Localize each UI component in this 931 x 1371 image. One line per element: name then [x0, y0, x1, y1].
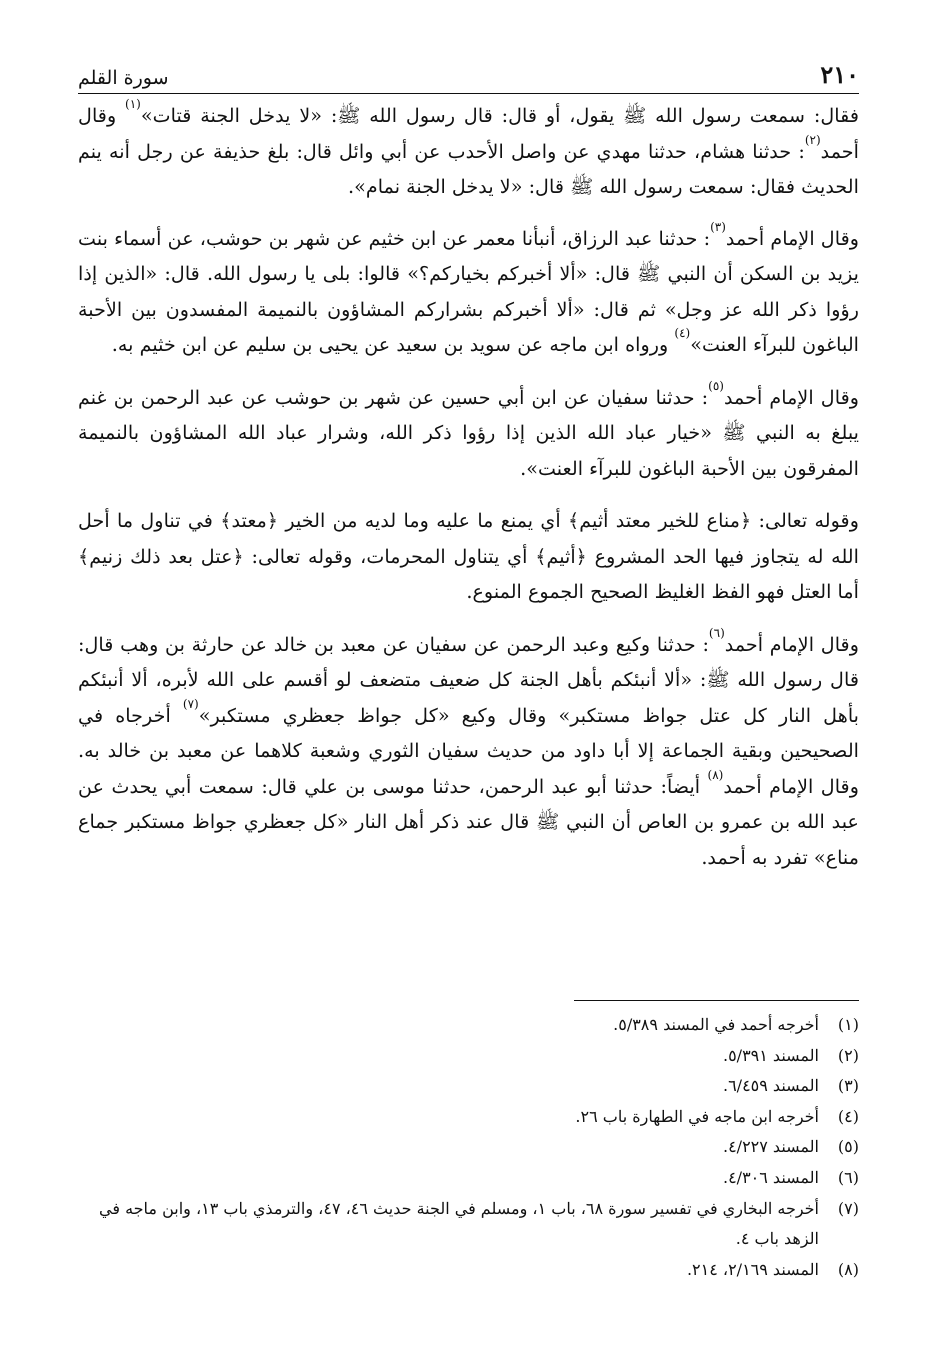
text-run: وقال الإمام أحمد [725, 226, 860, 250]
footnote-text: أخرجه أحمد في المسند ٥/٣٨٩. [613, 1015, 819, 1034]
footnote-item [78, 1132, 859, 1163]
text-run: : حدثنا وكيع وعبد الرحمن عن سفيان عن معبد بن خالد عن حارثة بن وهب قال: قال رسول الله ﷺ: «ألا أنبئكم بأهل الجنة كل ضعيف متضعف لو أقسم على الله لأبره، ألا أنبئكم بأهل النار كل عتل جواظ مستكبر» وقال وكيع «كل جواظ جعظري مستكبر» [78, 632, 860, 727]
text-run: : حدثنا سفيان عن ابن أبي حسين عن شهر بن حوشب عن عبد الرحمن بن غنم يبلغ به النبي ﷺ «خيار عباد الله الذين إذا رؤوا ذكر الله، وشرار عباد الله المشاؤون بالنميمة المفرقون بين الأحبة الباغون للبرآء العنت». [78, 385, 859, 480]
page-number: ٢١٠ [820, 60, 859, 89]
footnote-ref[interactable]: (٢) [804, 132, 821, 147]
footnote-item [78, 1163, 859, 1194]
main-text [78, 98, 859, 892]
paragraph [78, 627, 859, 876]
footnote-text: المسند ٤/٢٢٧. [722, 1137, 819, 1157]
footnote-separator [574, 1000, 859, 1001]
footnote-item [78, 1071, 859, 1102]
footnote-item [78, 1010, 859, 1041]
footnote-item [78, 1041, 859, 1072]
footnote-text: أخرجه ابن ماجه في الطهارة باب ٢٦. [575, 1106, 819, 1126]
text-run: أيضاً: حدثنا أبو عبد الرحمن، حدثنا موسى بن علي قال: سمعت أبي يحدث عن عبد الله بن عمرو بن العاص أن النبي ﷺ قال عند ذكر أهل النار «كل جعظري جواظ مستكبر جماع مناع» تفرد به أحمد. [78, 774, 859, 869]
paragraph [78, 221, 859, 363]
footnote-number: (٨) [837, 1259, 859, 1279]
footnote-text: المسند ٦/٤٥٩. [722, 1076, 819, 1096]
text-run: : حدثنا هشام، حدثنا مهدي عن واصل الأحدب عن أبي وائل قال: بلغ حذيفة عن رجل أنه ينم الحديث فقال: سمعت رسول الله ﷺ قال: «لا يدخل الجنة نمام». [78, 139, 859, 198]
footnote-text: المسند ٥/٣٩١. [722, 1045, 819, 1065]
running-title: سورة القلم [78, 67, 169, 89]
footnote-item [78, 1255, 859, 1286]
footnote-ref[interactable]: (٥) [708, 378, 724, 393]
footnote-number: (٤) [837, 1106, 859, 1126]
page-header [78, 56, 859, 94]
footnote-ref[interactable]: (٤) [674, 326, 691, 340]
footnote-ref[interactable]: (٨) [707, 767, 724, 782]
paragraph [78, 503, 859, 610]
text-run: أخرجاه في الصحيحين وبقية الجماعة إلا أبا داود من حديث سفيان الثوري وشعبة كلاهما عن معبد بن خالد به. وقال الإمام أحمد [78, 703, 859, 798]
text-run: وقال الإمام أحمد [724, 632, 859, 656]
footnote-number: (١) [837, 1015, 859, 1034]
footnotes [78, 1010, 859, 1285]
footnote-number: (٣) [837, 1076, 859, 1096]
footnote-number: (٦) [837, 1167, 859, 1187]
paragraph [78, 380, 859, 487]
footnote-ref[interactable]: (١) [125, 97, 141, 111]
footnote-number: (٧) [837, 1198, 859, 1218]
footnote-item [78, 1194, 859, 1255]
footnote-ref[interactable]: (٦) [708, 625, 725, 640]
footnote-item [78, 1102, 859, 1133]
footnote-text: المسند ٢/١٦٩، ٢١٤. [686, 1259, 819, 1279]
text-run: وقال الإمام أحمد [723, 385, 860, 409]
footnote-ref[interactable]: (٧) [182, 696, 199, 711]
footnote-number: (٢) [837, 1045, 859, 1065]
text-run: وقال أحمد [78, 104, 859, 163]
footnote-ref[interactable]: (٣) [710, 219, 726, 234]
text-run: فقال: سمعت رسول الله ﷺ يقول، أو قال: قال رسول الله ﷺ: «لا يدخل الجنة قتات» [140, 104, 859, 127]
text-run: وقوله تعالى: ﴿مناع للخير معتد أثيم﴾ أي يمنع ما عليه وما لديه من الخير ﴿معتد﴾ في تناول ما أحل الله له يتجاوز فيها الحد المشروع ﴿أثيم﴾ أي يتناول المحرمات، وقوله تعالى: ﴿عتل بعد ذلك زنيم﴾ أما العتل فهو الفظ الغليظ الصحيح الجموع المنوع. [78, 509, 859, 603]
footnote-text: أخرجه البخاري في تفسير سورة ٦٨، باب ١، ومسلم في الجنة حديث ٤٦، ٤٧، والترمذي باب ١٣، وابن ماجه في الزهد باب ٤. [99, 1198, 819, 1249]
text-run: : حدثنا عبد الرزاق، أنبأنا معمر عن ابن خثيم عن شهر بن حوشب، عن أسماء بنت يزيد بن السكن أن النبي ﷺ قال: «ألا أخبركم بخياركم؟» قالوا: بلى يا رسول الله. قال: «الذين إذا رؤوا ذكر الله عز وجل» ثم قال: «ألا أخبركم بشراركم المشاؤون بالنميمة المفسدون بين الأحبة الباغون للبرآء العنت» [78, 226, 859, 356]
footnote-number: (٥) [837, 1137, 859, 1157]
text-run: ورواه ابن ماجه عن سويد بن سعيد عن يحيى بن سليم عن ابن خثيم به. [111, 333, 675, 356]
paragraph [78, 98, 859, 205]
footnote-text: المسند ٤/٣٠٦. [722, 1167, 819, 1187]
